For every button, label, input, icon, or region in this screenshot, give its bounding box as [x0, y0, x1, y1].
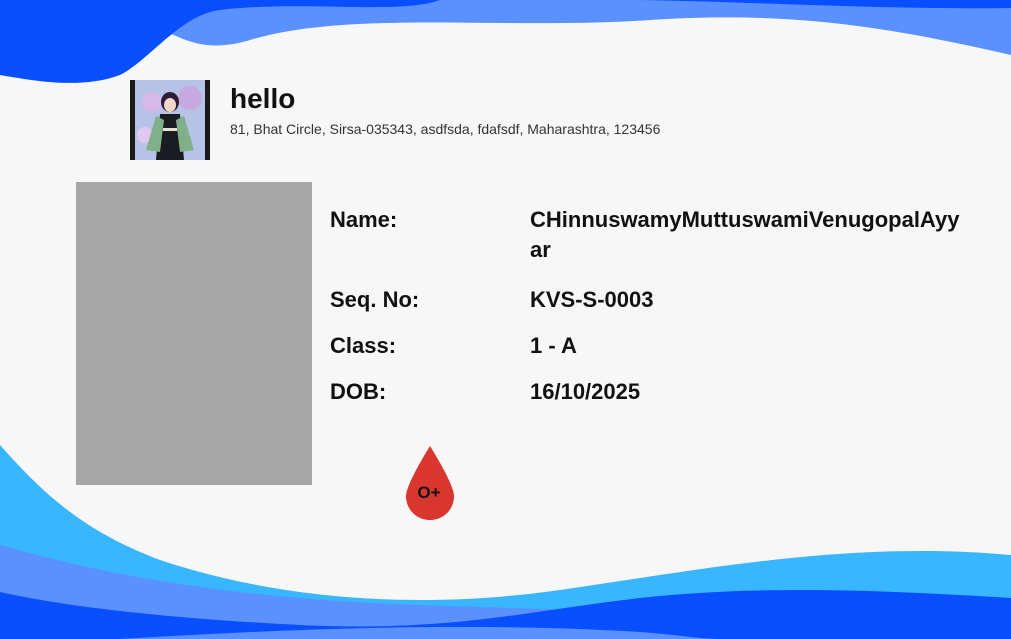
dob-value: 16/10/2025: [530, 379, 641, 404]
class-label: Class:: [330, 333, 397, 358]
detail-row-class: [330, 331, 970, 361]
student-details: [330, 205, 970, 427]
name-label: Name:: [330, 207, 398, 232]
dob-label: DOB:: [330, 379, 387, 404]
blood-group: O+: [417, 483, 441, 502]
detail-row-dob: [330, 377, 970, 407]
seq-value: KVS-S-0003: [530, 287, 654, 312]
student-photo-placeholder: [76, 182, 312, 485]
seq-label: Seq. No:: [330, 287, 420, 312]
school-logo: [130, 80, 210, 160]
school-name: hello: [230, 83, 296, 114]
detail-row-seq: [330, 285, 970, 315]
name-value: CHinnuswamyMuttuswamiVenugopalAyyar: [530, 207, 960, 262]
school-address: 81, Bhat Circle, Sirsa-035343, asdfsda, fdafsdf, Maharashtra, 123456: [230, 121, 661, 137]
detail-row-name: [330, 205, 970, 265]
class-value: 1 - A: [530, 333, 577, 358]
